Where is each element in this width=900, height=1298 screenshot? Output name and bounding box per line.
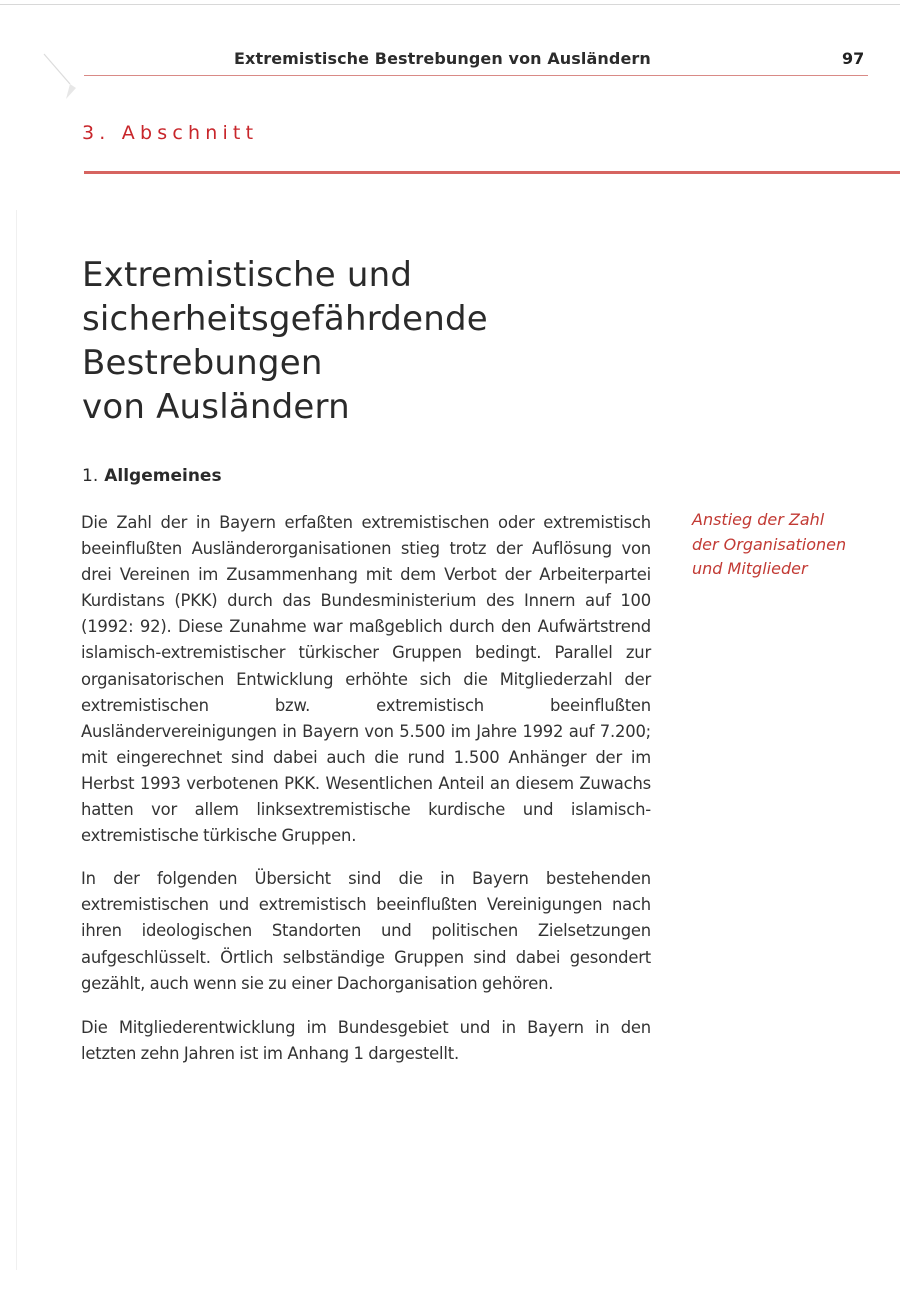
body-paragraph: Die Mitgliederentwicklung im Bundesgebiet und in Bayern in den letzten zehn Jahren ist im Anhang 1 dargestellt. [81,1017,651,1063]
body-paragraph: In der folgenden Übersicht sind die in Bayern bestehenden extremistischen und extremistisch beeinflußten Vereinigungen nach ihren ideologischen Standorten und politischen Zielsetzungen aufgeschlüsselt. Örtlich selbständige Gruppen sind dabei gesondert gezählt, auch wenn sie zu einer Dachorganisation gehören. [81,869,651,993]
page-top-edge [0,4,900,5]
marginal-note-line: und Mitglieder [692,559,808,578]
marginal-note-line: der Organisationen [692,534,847,554]
chapter-title-line: sicherheitsgefährdende [82,299,488,339]
section-divider [84,171,900,174]
chapter-title-line: von Ausländern [82,387,350,427]
chapter-title [82,253,488,429]
subsection-heading [82,466,222,486]
subsection-title: Allgemeines [104,466,222,486]
body-paragraph: Die Zahl der in Bayern erfaßten extremistischen oder extremistisch beeinflußten Ausländerorganisationen stieg trotz der Auflösung von drei Vereinen im Zusammenhang mit dem Verbot der Arbeiterpartei Kurdistans (PKK) durch das Bundesministerium des Innern auf 100 (1992: 92). Diese Zunahme war maßgeblich durch den Aufwärtstrend islamisch-extremistischer türkischer Gruppen bedingt. Parallel zur organisatorischen Entwicklung erhöhte sich die Mitgliederzahl der extremistischen bzw. extremistisch beeinflußten Ausländervereinigungen in Bayern von 5.500 im Jahre 1992 auf 7.200; mit eingerechnet sind dabei auch die rund 1.500 Anhänger der im Herbst 1993 verbotenen PKK. Wesentlichen Anteil an diesem Zuwachs hatten vor allem linksextremistische kurdische und islamisch-extremistische türkische Gruppen. [81,513,651,846]
corner-arrow-mark [40,52,110,102]
marginal-note-line: Anstieg der Zahl [692,510,825,529]
page-number: 97 [842,49,865,68]
header-divider [84,75,868,76]
section-label: 3. Abschnitt [82,122,259,144]
subsection-number: 1. [82,466,99,486]
running-header-title: Extremistische Bestrebungen von Ausländern [234,49,651,68]
chapter-title-line: Bestrebungen [82,343,323,383]
marginal-note [692,508,892,582]
scan-edge-shadow [16,210,17,1270]
chapter-title-line: Extremistische und [82,255,413,295]
body-text [81,510,651,1085]
